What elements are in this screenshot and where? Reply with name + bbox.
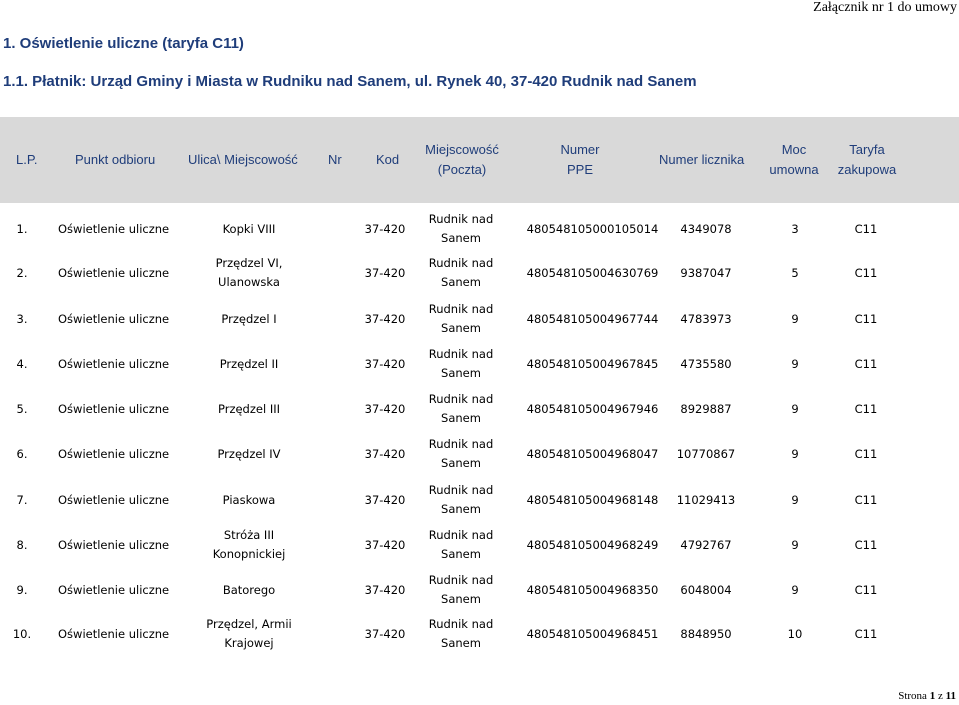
table-row — [0, 435, 959, 475]
cell-lp: 5. — [16, 402, 28, 416]
footer-prefix: Strona — [898, 690, 927, 702]
cell-kod: 37-420 — [364, 357, 406, 371]
cell-lp: 7. — [16, 493, 28, 507]
cell-lp: 8. — [16, 538, 28, 552]
page-footer — [898, 690, 956, 702]
cell-kod: 37-420 — [364, 312, 406, 326]
cell-ppe: 480548105004968451 — [526, 627, 659, 641]
cell-miejscowosc-line1: Rudnik nad — [428, 347, 494, 361]
cell-ulica: Batorego — [222, 583, 276, 597]
table-row — [0, 210, 959, 250]
cell-miejscowosc-line2: Sanem — [441, 231, 481, 245]
table-row — [0, 300, 959, 340]
cell-licznik: 11029413 — [676, 493, 736, 507]
cell-taryfa: C11 — [854, 583, 878, 597]
cell-miejscowosc-line1: Rudnik nad — [428, 302, 494, 316]
footer-sep: z — [937, 690, 943, 702]
cell-ulica-line2: Krajowej — [224, 636, 274, 650]
cell-punkt: Oświetlenie uliczne — [58, 627, 170, 641]
cell-kod: 37-420 — [364, 222, 406, 236]
cell-lp: 10. — [12, 627, 32, 641]
cell-licznik: 8929887 — [680, 402, 732, 416]
cell-miejscowosc-line1: Rudnik nad — [428, 617, 494, 631]
cell-moc: 5 — [791, 266, 799, 280]
cell-punkt: Oświetlenie uliczne — [58, 357, 170, 371]
header-miejscowosc — [418, 140, 506, 180]
cell-miejscowosc-line2: Sanem — [441, 636, 481, 650]
cell-licznik: 4349078 — [680, 222, 732, 236]
cell-punkt: Oświetlenie uliczne — [58, 312, 170, 326]
cell-ulica-line2: Ulanowska — [218, 275, 280, 289]
cell-lp: 9. — [16, 583, 28, 597]
cell-miejscowosc-line1: Rudnik nad — [428, 256, 494, 270]
table-row — [0, 571, 959, 611]
cell-taryfa: C11 — [854, 447, 878, 461]
cell-licznik: 4735580 — [680, 357, 732, 371]
cell-punkt: Oświetlenie uliczne — [58, 447, 170, 461]
cell-taryfa: C11 — [854, 266, 878, 280]
table-row — [0, 345, 959, 385]
header-taryfa-line2: zakupowa — [837, 162, 897, 177]
header-licznik: Numer licznika — [659, 152, 745, 167]
cell-miejscowosc-line1: Rudnik nad — [428, 392, 494, 406]
cell-moc: 9 — [791, 538, 799, 552]
cell-miejscowosc — [420, 345, 502, 383]
cell-ppe: 480548105004968148 — [526, 493, 659, 507]
cell-taryfa: C11 — [854, 312, 878, 326]
cell-ulica — [195, 615, 303, 653]
cell-kod: 37-420 — [364, 402, 406, 416]
cell-ppe: 480548105004968350 — [526, 583, 659, 597]
attachment-label: Załącznik nr 1 do umowy — [813, 0, 957, 15]
cell-ulica: Przędzel III — [217, 402, 280, 416]
header-kod: Kod — [376, 152, 400, 167]
cell-miejscowosc — [420, 390, 502, 428]
cell-ulica: Piaskowa — [222, 493, 276, 507]
cell-miejscowosc-line2: Sanem — [441, 547, 481, 561]
cell-miejscowosc-line1: Rudnik nad — [428, 573, 494, 587]
cell-taryfa: C11 — [854, 222, 878, 236]
table-header — [0, 117, 959, 203]
cell-taryfa: C11 — [854, 493, 878, 507]
cell-ppe: 480548105004967845 — [526, 357, 659, 371]
cell-miejscowosc-line2: Sanem — [441, 502, 481, 516]
header-ulica: Ulica\ Miejscowość — [188, 152, 298, 167]
cell-punkt: Oświetlenie uliczne — [58, 493, 170, 507]
cell-kod: 37-420 — [364, 493, 406, 507]
cell-licznik: 10770867 — [676, 447, 736, 461]
cell-lp: 4. — [16, 357, 28, 371]
table-row — [0, 526, 959, 566]
cell-punkt: Oświetlenie uliczne — [58, 222, 170, 236]
cell-kod: 37-420 — [364, 447, 406, 461]
cell-licznik: 8848950 — [680, 627, 732, 641]
cell-kod: 37-420 — [364, 538, 406, 552]
cell-ulica — [195, 526, 303, 564]
cell-miejscowosc — [420, 481, 502, 519]
cell-miejscowosc — [420, 254, 502, 292]
header-taryfa-line1: Taryfa — [849, 142, 885, 157]
header-moc-line2: umowna — [769, 162, 819, 177]
cell-ppe: 480548105000105014 — [526, 222, 659, 236]
cell-miejscowosc-line1: Rudnik nad — [428, 437, 494, 451]
header-lp: L.P. — [16, 152, 38, 167]
cell-moc: 3 — [791, 222, 799, 236]
cell-taryfa: C11 — [854, 627, 878, 641]
header-ppe-line2: PPE — [566, 162, 593, 177]
cell-miejscowosc-line2: Sanem — [441, 321, 481, 335]
cell-miejscowosc — [420, 210, 502, 248]
cell-miejscowosc-line2: Sanem — [441, 411, 481, 425]
table-row — [0, 615, 959, 655]
table-row — [0, 390, 959, 430]
header-ppe-line1: Numer — [560, 142, 600, 157]
header-miejscowosc-line2: (Poczta) — [437, 162, 487, 177]
cell-miejscowosc — [420, 300, 502, 338]
cell-kod: 37-420 — [364, 266, 406, 280]
cell-miejscowosc-line1: Rudnik nad — [428, 483, 494, 497]
cell-kod: 37-420 — [364, 627, 406, 641]
cell-ppe: 480548105004968249 — [526, 538, 659, 552]
table-row — [0, 481, 959, 521]
section-heading: 1. Oświetlenie uliczne (taryfa C11) — [3, 35, 244, 52]
header-moc — [762, 140, 826, 180]
cell-ppe: 480548105004967946 — [526, 402, 659, 416]
cell-miejscowosc — [420, 526, 502, 564]
header-miejscowosc-line1: Miejscowość — [425, 142, 499, 157]
cell-moc: 9 — [791, 447, 799, 461]
cell-punkt: Oświetlenie uliczne — [58, 402, 170, 416]
cell-licznik: 4792767 — [680, 538, 732, 552]
cell-ulica — [195, 254, 303, 292]
cell-miejscowosc-line1: Rudnik nad — [428, 528, 494, 542]
cell-licznik: 4783973 — [680, 312, 732, 326]
cell-ulica: Przędzel II — [219, 357, 279, 371]
cell-miejscowosc-line2: Sanem — [441, 456, 481, 470]
cell-ulica: Przędzel IV — [217, 447, 281, 461]
cell-ppe: 480548105004967744 — [526, 312, 659, 326]
cell-miejscowosc — [420, 615, 502, 653]
table-row — [0, 254, 959, 294]
cell-lp: 1. — [16, 222, 28, 236]
footer-total: 11 — [945, 690, 956, 702]
cell-ulica-line1: Przędzel, Armii — [206, 617, 292, 631]
cell-punkt: Oświetlenie uliczne — [58, 583, 170, 597]
cell-ppe: 480548105004968047 — [526, 447, 659, 461]
cell-licznik: 6048004 — [680, 583, 732, 597]
cell-moc: 9 — [791, 583, 799, 597]
cell-miejscowosc-line2: Sanem — [441, 592, 481, 606]
cell-miejscowosc-line2: Sanem — [441, 275, 481, 289]
cell-miejscowosc-line2: Sanem — [441, 366, 481, 380]
header-ppe — [548, 140, 612, 180]
header-moc-line1: Moc — [781, 142, 807, 157]
cell-lp: 2. — [16, 266, 28, 280]
cell-ulica: Kopki VIII — [222, 222, 276, 236]
cell-moc: 9 — [791, 312, 799, 326]
cell-kod: 37-420 — [364, 583, 406, 597]
header-taryfa — [832, 140, 902, 180]
cell-licznik: 9387047 — [680, 266, 732, 280]
cell-ulica: Przędzel I — [221, 312, 277, 326]
cell-taryfa: C11 — [854, 402, 878, 416]
cell-ulica-line1: Przędzel VI, — [215, 256, 283, 270]
cell-miejscowosc-line1: Rudnik nad — [428, 212, 494, 226]
cell-punkt: Oświetlenie uliczne — [58, 538, 170, 552]
cell-taryfa: C11 — [854, 538, 878, 552]
footer-page: 1 — [929, 690, 936, 702]
cell-ulica-line1: Stróża III — [223, 528, 275, 542]
cell-moc: 9 — [791, 402, 799, 416]
cell-taryfa: C11 — [854, 357, 878, 371]
cell-moc: 10 — [787, 627, 803, 641]
cell-miejscowosc — [420, 435, 502, 473]
cell-moc: 9 — [791, 357, 799, 371]
cell-moc: 9 — [791, 493, 799, 507]
cell-ppe: 480548105004630769 — [526, 266, 659, 280]
cell-ulica-line2: Konopnickiej — [212, 547, 286, 561]
payer-heading: 1.1. Płatnik: Urząd Gminy i Miasta w Rudniku nad Sanem, ul. Rynek 40, 37-420 Rudnik nad Sanem — [3, 73, 697, 90]
header-nr: Nr — [328, 152, 342, 167]
cell-lp: 6. — [16, 447, 28, 461]
cell-miejscowosc — [420, 571, 502, 609]
header-punkt: Punkt odbioru — [75, 152, 156, 167]
cell-lp: 3. — [16, 312, 28, 326]
cell-punkt: Oświetlenie uliczne — [58, 266, 170, 280]
